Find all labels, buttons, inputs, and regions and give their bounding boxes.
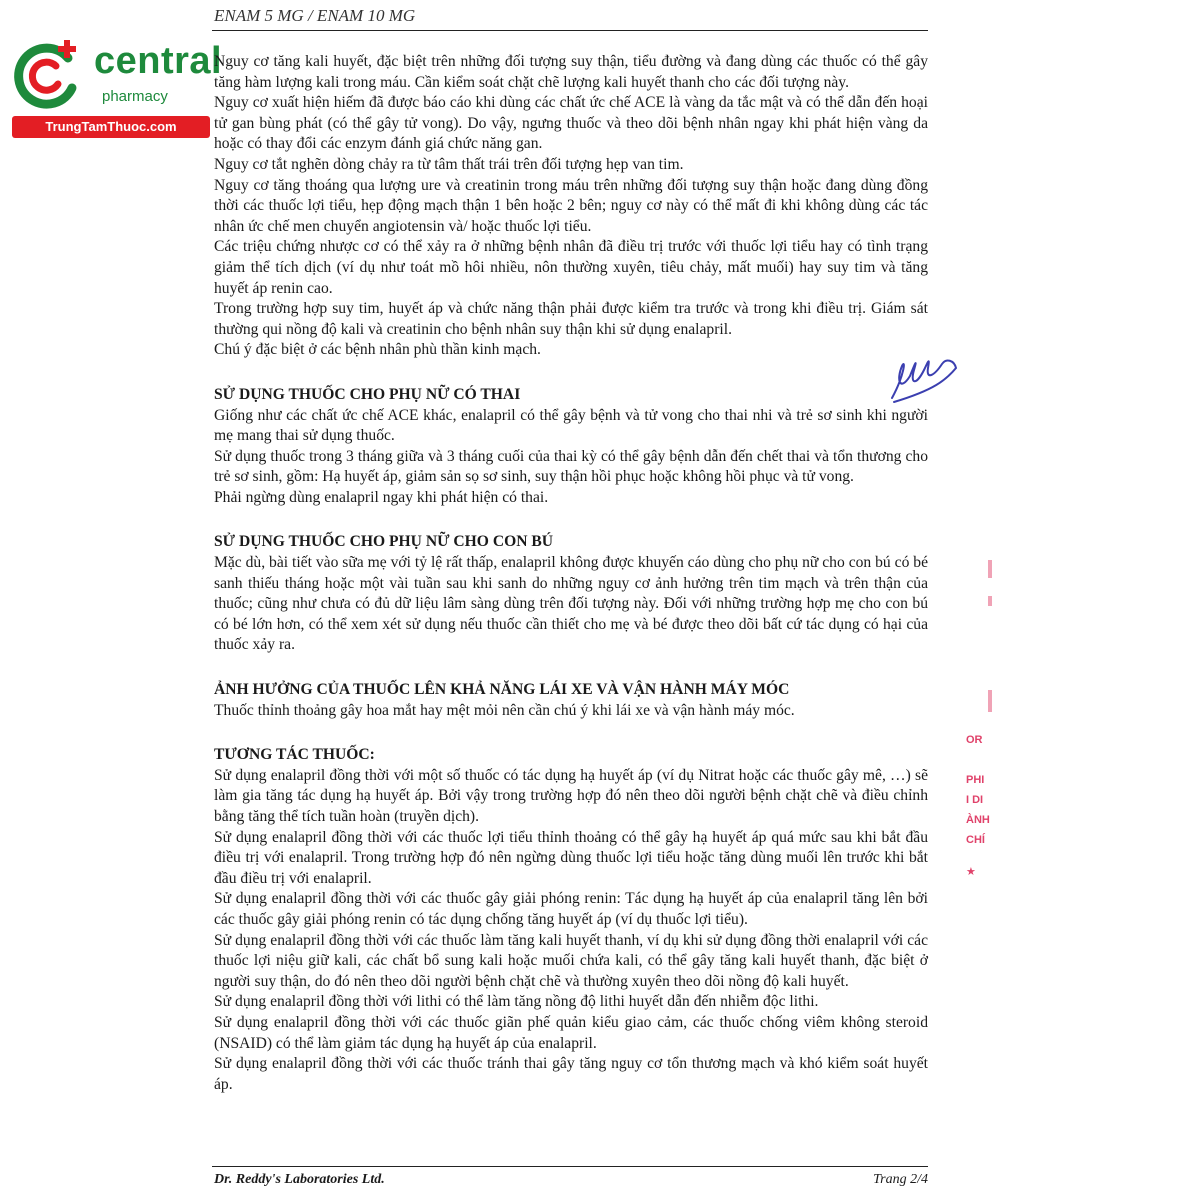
footer-rule: [212, 1166, 928, 1167]
paragraph: Mặc dù, bài tiết vào sữa mẹ với tỷ lệ rất thấp, enalapril không được khuyến cáo dùng cho phụ nữ cho con bú có bé sanh thiếu tháng hoặc một vài tuần sau khi sanh do những nguy cơ ảnh hưởng trên tim mạch và trên thận của thuốc; cũng như chưa có đủ dữ liệu lâm sàng dùng trên đối tượng này. Đối với những trường hợp mẹ cho con bú có bé lớn hơn, có thể xem xét sử dụng nếu thuốc cần thiết cho mẹ và bé được theo dõi bất cứ tác dụng có hại của thuốc xảy ra.: [214, 554, 928, 654]
paragraph: Sử dụng enalapril đồng thời với một số thuốc có tác dụng hạ huyết áp (ví dụ Nitrat hoặc các thuốc gây mê, …) sẽ làm gia tăng tác dụng hạ huyết áp. Bởi vậy trong trường hợp đó nên theo dõi người bệnh chặt chẽ và điều chỉnh bằng tăng thể tích tuần hoàn (truyền dịch).: [214, 766, 928, 825]
stamp-text: PHI: [966, 774, 985, 786]
stamp-mark: [988, 690, 992, 712]
stamp-text: CHÍ: [966, 834, 985, 846]
document-body: [214, 52, 928, 1095]
stamp-star-icon: ★: [966, 866, 976, 878]
paragraph: Sử dụng thuốc trong 3 tháng giữa và 3 tháng cuối của thai kỳ có thể gây bệnh dẫn đến chết thai và tổn thương cho trẻ sơ sinh, gồm: Hạ huyết áp, giảm sản sọ sơ sinh, suy thận hồi phục hoặc không hồi phục và tử vong.: [214, 447, 928, 486]
paragraph: Nguy cơ tăng kali huyết, đặc biệt trên những đối tượng suy thận, tiểu đường và đang dùng các thuốc có thể gây tăng hàm lượng kali trong máu. Cần kiểm soát chặt chẽ lượng kali huyết thanh cho các đối tượng này.: [214, 53, 928, 91]
section-heading-driving: ẢNH HƯỞNG CỦA THUỐC LÊN KHẢ NĂNG LÁI XE VÀ VẬN HÀNH MÁY MÓC: [214, 681, 790, 699]
page-header-title: ENAM 5 MG / ENAM 10 MG: [214, 6, 416, 25]
header-rule: [212, 30, 928, 31]
stamp-mark: [988, 560, 992, 578]
official-stamp-fragment: [966, 730, 1006, 882]
footer-page-number: Trang 2/4: [873, 1172, 928, 1187]
paragraph: Nguy cơ tăng thoáng qua lượng ure và creatinin trong máu trên những đối tượng suy thận hoặc đang dùng đồng thời các thuốc lợi tiểu, hẹp động mạch thận 1 bên hoặc 2 bên; nguy cơ này có thể mất đi khi không dùng các tác nhân ức chế men chuyển angiotensin và/ hoặc thuốc lợi tiểu.: [214, 176, 928, 235]
section-heading-lactation: SỬ DỤNG THUỐC CHO PHỤ NỮ CHO CON BÚ: [214, 533, 554, 551]
stamp-mark: [988, 596, 992, 606]
central-pharmacy-logo: [10, 36, 223, 136]
central-pharmacy-logo-icon: [10, 36, 90, 116]
paragraph: Giống như các chất ức chế ACE khác, enalapril có thể gây bệnh và tử vong cho thai nhi và trẻ sơ sinh khi người mẹ mang thai sử dụng thuốc.: [214, 406, 928, 445]
logo-name: central: [94, 40, 223, 82]
logo-subtitle: pharmacy: [102, 88, 168, 105]
paragraph: Thuốc thỉnh thoảng gây hoa mắt hay mệt mỏi nên cần chú ý khi lái xe và vận hành máy móc.: [214, 701, 795, 719]
paragraph: Nguy cơ tắt nghẽn dòng chảy ra từ tâm thất trái trên đối tượng hẹp van tim.: [214, 155, 684, 173]
paragraph: Sử dụng enalapril đồng thời với các thuốc gây giải phóng renin: Tác dụng hạ huyết áp của enalapril tăng lên bởi các thuốc gây giải phóng renin có tác dụng chống tăng huyết áp (ví dụ thuốc lợi tiểu).: [214, 890, 928, 928]
paragraph: Chú ý đặc biệt ở các bệnh nhân phù thần kinh mạch.: [214, 341, 541, 359]
footer-company: Dr. Reddy's Laboratories Ltd.: [214, 1172, 385, 1187]
paragraph: Sử dụng enalapril đồng thời với các thuốc lợi tiểu thỉnh thoảng có thể gây hạ huyết áp quá mức sau khi bắt đầu điều trị với enalapril. Trong trường hợp đó nên ngừng dùng thuốc lợi tiểu hoặc tăng dùng muối lên trước khi bắt đầu điều trị với enalapril.: [214, 828, 928, 887]
logo-url-badge: TrungTamThuoc.com: [12, 116, 210, 138]
stamp-text: I DI: [966, 794, 984, 806]
paragraph: Phải ngừng dùng enalapril ngay khi phát hiện có thai.: [214, 488, 549, 506]
paragraph: Các triệu chứng nhược cơ có thể xảy ra ở những bệnh nhân đã điều trị trước với thuốc lợi tiểu hay có tình trạng giảm thể tích dịch (ví dụ như toát mồ hôi nhiều, nôn thường xuyên, tiêu chảy, mất muối) hay suy tim và tăng huyết áp renin cao.: [214, 238, 928, 297]
stamp-text: OR: [966, 734, 983, 746]
paragraph: Sử dụng enalapril đồng thời với các thuốc tránh thai gây tăng nguy cơ tổn thương mạch và khó kiểm soát huyết áp.: [214, 1055, 928, 1093]
handwritten-signature: [884, 336, 964, 408]
stamp-text: ÀNH: [966, 814, 990, 826]
paragraph: Sử dụng enalapril đồng thời với lithi có thể làm tăng nồng độ lithi huyết dẫn đến nhiễm độc lithi.: [214, 993, 819, 1011]
paragraph: Sử dụng enalapril đồng thời với các thuốc giãn phế quản kiểu giao cảm, các thuốc chống viêm không steroid (NSAID) có thể làm giảm tác dụng hạ huyết áp của enalapril.: [214, 1013, 928, 1052]
paragraph: Sử dụng enalapril đồng thời với các thuốc làm tăng kali huyết thanh, ví dụ khi sử dụng đồng thời enalapril với các thuốc lợi niệu giữ kali, các chất bổ sung kali hoặc muối chứa kali, có thể gây tăng kali huyết thanh, đặc biệt ở người suy thận, do đó nên theo dõi người bệnh chặt chẽ và thường xuyên theo dõi nồng độ kali huyết.: [214, 931, 928, 990]
paragraph: Nguy cơ xuất hiện hiếm đã được báo cáo khi dùng các chất ức chế ACE là vàng da tắc mật và có thể dẫn đến hoại tử gan bùng phát (có thể gây tử vong). Do vậy, ngưng thuốc và theo dõi bệnh nhân ngay khi phát hiện vàng da hoặc có thay đổi các enzym đánh giá chức năng gan.: [214, 94, 928, 153]
section-heading-pregnancy: SỬ DỤNG THUỐC CHO PHỤ NỮ CÓ THAI: [214, 385, 521, 403]
paragraph: Trong trường hợp suy tim, huyết áp và chức năng thận phải được kiểm tra trước và trong khi điều trị. Giám sát thường qui nồng độ kali và creatinin cho bệnh nhân suy thận khi sử dụng enalapril.: [214, 300, 928, 338]
section-heading-interactions: TƯƠNG TÁC THUỐC:: [214, 746, 375, 764]
